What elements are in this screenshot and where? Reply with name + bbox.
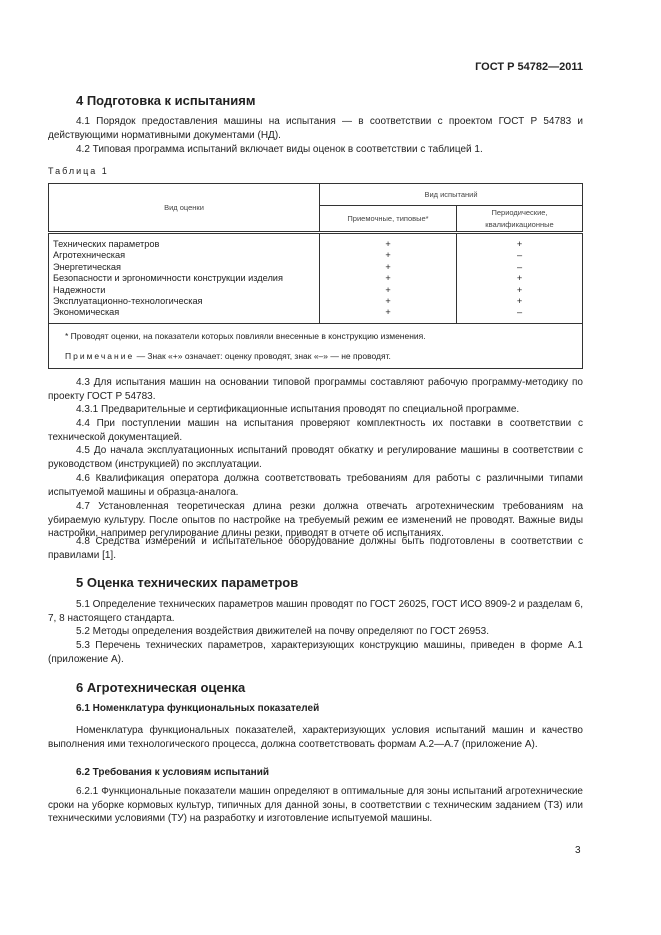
table-row-1-name: Агротехническая [53, 250, 126, 261]
subsection-6-2-title: 6.2 Требования к условиям испытаний [76, 767, 269, 778]
paragraph-6-2-1: 6.2.1 Функциональные показатели машин определяют в оптимальные для зоны испытаний агротехнические сроки на уборке кормовых культур, типичных для данной зоны, в соответствии с техническим заданием (ТЗ) или техническими условиями (ТУ) на разработку и изготовление испытуемой машины. [48, 786, 583, 824]
table-1 [48, 183, 583, 369]
paragraph-4-5: 4.5 До начала эксплуатационных испытаний проводят обкатку и регулирование машины в соответствии с руководством (инструкцией) по эксплуатации. [48, 445, 583, 470]
col-header-acceptance: Приемочные, типовые* [320, 206, 457, 233]
table-row-0-b: + [516, 239, 523, 249]
table-row-3-b: + [516, 273, 523, 284]
paragraph-4-3-1: 4.3.1 Предварительные и сертификационные испытания проводят по специальной программе. [76, 404, 520, 415]
table-row-0-name: Технических параметров [53, 239, 160, 249]
table-notes [49, 323, 583, 368]
paragraph-4-4: 4.4 При поступлении машин на испытания проверяют комплектность их поставки в соответствии с технической документацией. [48, 418, 583, 443]
paragraph-4-1: 4.1 Порядок предоставления машины на испытания — в соответствии с проектом ГОСТ Р 54783 и действующими нормативными документами (НД). [48, 116, 583, 141]
paragraph-4-6: 4.6 Квалификация оператора должна соответствовать требованиям для работы с различными типами испытуемой машины и образца-аналога. [48, 473, 583, 498]
table-row-6-b: – [516, 307, 523, 318]
table-row-2-name: Энергетическая [53, 261, 121, 272]
section-6-title: 6 Агротехническая оценка [76, 680, 246, 695]
table-row-5-b: + [516, 296, 523, 307]
table-row-6-a: + [385, 307, 391, 318]
paragraph-4-8: 4.8 Средства измерений и испытательное оборудование должны быть подготовлены в соответствии с правилами [1]. [48, 536, 583, 561]
col-header-periodic: Периодические, квалификационные [457, 206, 583, 233]
table-row-5-name: Эксплуатационно-технологическая [53, 296, 203, 307]
table-row-2-a: + [385, 261, 391, 272]
note-label: Примечание [65, 350, 135, 361]
page-number: 3 [575, 845, 581, 856]
paragraph-4-7: 4.7 Установленная теоретическая длина резки должна отвечать агротехническим требованиям на убираемую культуру. После опытов по настройке на требуемый режим ее изменений не проводят. Важные виды настройки, например регулирование длины резки, приводят в отчете об испытаниях. [48, 501, 583, 539]
periodic-values [457, 233, 583, 324]
col-header-type: Вид оценки [49, 184, 320, 233]
table-row-6-name: Экономическая [53, 307, 120, 318]
note-text: — Знак «+» означает: оценку проводят, знак «–» — не проводят. [134, 350, 391, 361]
paragraph-5-2: 5.2 Методы определения воздействия движителей на почву определяют по ГОСТ 26953. [76, 626, 490, 637]
table-note [65, 346, 566, 366]
table-row-2-b: – [516, 261, 523, 272]
table-row-0-a: + [385, 239, 391, 249]
table-row-4-b: + [516, 284, 523, 295]
col-group-header: Вид испытаний [320, 184, 583, 206]
table-caption: Таблица 1 [48, 166, 109, 176]
table-row-4-name: Надежности [53, 284, 106, 295]
paragraph-4-3: 4.3 Для испытания машин на основании типовой программы составляют рабочую программу-методику по проекту ГОСТ Р 54783. [48, 377, 583, 402]
table-row-3-a: + [385, 273, 391, 284]
table-footnote: * Проводят оценки, на показатели которых повлияли внесенные в конструкцию изменения. [65, 330, 426, 341]
document-header: ГОСТ Р 54782—2011 [475, 61, 583, 73]
paragraph-5-3: 5.3 Перечень технических параметров, характеризующих конструкцию машины, приведен в форме А.1 (приложение А). [48, 640, 583, 665]
table-row-3-name: Безопасности и эргономичности конструкции изделия [53, 273, 283, 284]
table-row-5-a: + [385, 296, 391, 307]
table-row-1-a: + [385, 250, 391, 261]
acceptance-values [320, 233, 457, 324]
subsection-6-1-title: 6.1 Номенклатура функциональных показателей [76, 703, 320, 714]
table-row-1-b: – [516, 250, 523, 261]
paragraph-4-2: 4.2 Типовая программа испытаний включает виды оценок в соответствии с таблицей 1. [76, 144, 483, 155]
paragraph-6-1: Номенклатура функциональных показателей, характеризующих условия испытаний машин и качество выполнения ими технологического процесса, должна соответствовать формам А.2—А.7 (приложение А). [48, 725, 583, 750]
paragraph-5-1: 5.1 Определение технических параметров машин проводят по ГОСТ 26025, ГОСТ ИСО 8909-2 и разделам 6, 7, 8 настоящего стандарта. [48, 599, 583, 624]
table-row-4-a: + [385, 284, 391, 295]
section-5-title: 5 Оценка технических параметров [76, 575, 299, 590]
evaluation-names [49, 233, 320, 324]
section-4-title: 4 Подготовка к испытаниям [76, 93, 256, 108]
